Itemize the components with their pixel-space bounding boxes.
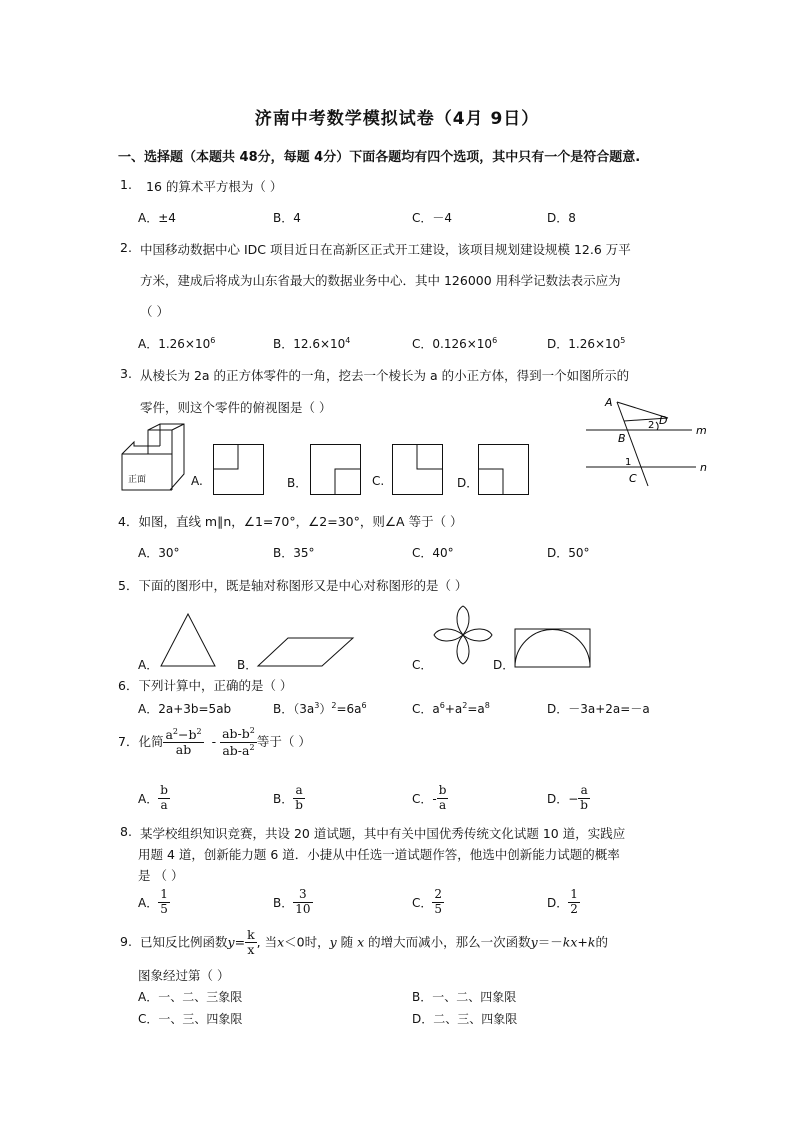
option-d[interactable]: D． [493, 658, 515, 672]
option-c-figure [392, 444, 444, 496]
exponent: 2 [462, 701, 468, 710]
numerator: a [578, 784, 590, 799]
angle-2-label: 2 [648, 420, 655, 431]
option-text: B．（3a [273, 702, 315, 716]
option-a[interactable]: A．一、二、三象限 [138, 990, 243, 1004]
var-k: k [587, 934, 596, 950]
option-b[interactable]: B．4 [273, 211, 301, 225]
option-d[interactable] [547, 784, 590, 813]
option-a[interactable]: A. [191, 474, 203, 488]
exponent: 6 [210, 336, 216, 345]
option-c[interactable] [412, 700, 490, 717]
option-d[interactable]: D．－3a+2a=－a [547, 702, 650, 716]
var-x: x [357, 934, 365, 950]
question-number: 3. [120, 366, 132, 381]
question-text: 随 [336, 934, 358, 950]
option-text: D．1.26×10 [547, 337, 621, 351]
var-y: y [227, 934, 235, 950]
exponent: 6 [492, 336, 498, 345]
question-text: 5．下面的图形中，既是轴对称图形又是中心对称图形的是（ ） [118, 578, 468, 593]
minus-sign: - [211, 733, 217, 749]
option-a[interactable] [138, 784, 170, 813]
numerator: a [293, 784, 305, 799]
option-c[interactable]: C．－4 [412, 211, 453, 225]
option-text: A．1.26×10 [138, 337, 211, 351]
option-d[interactable]: D．50° [547, 546, 590, 560]
equals: ＝－ [537, 934, 563, 950]
denominator: x [247, 942, 255, 958]
denominator: 2 [570, 901, 578, 916]
option-label: C． [412, 895, 433, 910]
option-label: A． [138, 791, 159, 806]
numerator: b [160, 783, 168, 797]
option-b[interactable] [273, 700, 367, 717]
label-n: n [700, 461, 707, 474]
option-d[interactable]: D．二、三、四象限 [412, 1012, 518, 1026]
option-d-figure [478, 444, 530, 496]
option-b[interactable] [273, 784, 305, 813]
denominator: b [295, 797, 303, 812]
option-text: C．0.126×10 [412, 337, 493, 351]
option-c[interactable]: C. [372, 474, 385, 488]
triangle-figure [158, 612, 218, 668]
numerator: ab-b [222, 726, 250, 742]
option-b[interactable] [273, 335, 350, 352]
semicircle-rect-figure [514, 626, 592, 670]
question-number: 1. [120, 177, 132, 192]
option-label: D．− [547, 791, 579, 806]
exponent: 2 [331, 701, 337, 710]
denominator: 5 [434, 901, 443, 916]
denominator: 5 [160, 901, 168, 916]
option-label: B． [273, 895, 294, 910]
numerator: a [165, 726, 173, 742]
question-text: 4．如图，直线 m∥n，∠1=70°，∠2=30°，则∠A 等于（ ） [118, 514, 463, 529]
option-text: B．12.6×10 [273, 337, 346, 351]
option-a[interactable]: A． [138, 658, 159, 672]
option-c[interactable] [412, 335, 497, 352]
question-text-line: 零件，则这个零件的俯视图是（ ） [140, 400, 332, 415]
denominator: ab-a [222, 742, 250, 758]
front-label: 正面 [128, 475, 147, 485]
var-x: x [277, 934, 285, 950]
option-text: =a [467, 702, 485, 716]
question-text: 已知反比例函数 [140, 934, 228, 950]
section-heading: 一、选择题（本题共 48分，每题 4分）下面各题均有四个选项，其中只有一个是符合题意. [118, 150, 641, 165]
option-b[interactable]: B． [287, 476, 308, 490]
numerator: k [247, 927, 255, 942]
label-C: C [629, 472, 637, 485]
question-text: , 当 [256, 934, 278, 950]
var-kx: kx [562, 934, 578, 950]
option-text: =6a [336, 702, 362, 716]
page-title: 济南中考数学模拟试卷（4月 9日） [254, 109, 540, 129]
denominator: ab [175, 742, 192, 758]
var-y: y [530, 934, 538, 950]
question-text-line: 中国移动数据中心 IDC 项目近日在高新区正式开工建设，该项目规划建设规模 12.6 万平 [140, 242, 631, 257]
option-a-figure [213, 444, 265, 496]
exponent: 3 [314, 701, 320, 710]
question-text: 的 [595, 934, 608, 950]
label-D: D [659, 414, 668, 427]
question-number: 9. [120, 934, 132, 949]
option-b[interactable] [273, 888, 313, 917]
question-expression [118, 726, 311, 758]
denominator: a [160, 797, 168, 812]
plus: + [577, 934, 588, 950]
exponent: 8 [484, 701, 490, 710]
option-c[interactable] [412, 784, 448, 813]
numerator: 2 [434, 887, 443, 901]
label-m: m [696, 424, 707, 437]
option-text: C．a [412, 702, 440, 716]
option-a[interactable] [138, 335, 215, 352]
option-a[interactable] [138, 888, 170, 917]
option-c[interactable] [412, 888, 444, 917]
cube-part-figure [118, 422, 188, 494]
exponent: 4 [345, 336, 351, 345]
option-b[interactable]: B．35° [273, 546, 315, 560]
exponent: 2 [249, 726, 255, 735]
parallelogram-figure [256, 636, 356, 668]
question-text-line: 方米，建成后将成为山东省最大的数据业务中心．其中 126000 用科学记数法表示应为 [140, 273, 621, 288]
question-number: 2. [120, 240, 132, 255]
question-text-line: 从棱长为 2a 的正方体零件的一角，挖去一个棱长为 a 的小正方体，得到一个如图所示的 [140, 368, 630, 383]
option-d[interactable]: D．8 [547, 211, 576, 225]
option-a[interactable]: A．2a+3b=5ab [138, 702, 232, 716]
numerator: b [438, 783, 447, 797]
option-c[interactable]: C．一、三、四象限 [138, 1012, 243, 1026]
option-text: ） [319, 702, 332, 716]
fraction [220, 726, 257, 758]
denominator: a [438, 797, 447, 812]
option-b[interactable]: B． [237, 658, 258, 672]
option-d[interactable] [547, 888, 580, 917]
question-text: 6．下列计算中，正确的是（ ） [118, 678, 293, 693]
label-A: A [605, 396, 613, 409]
parallel-lines-figure [584, 392, 714, 488]
question-expression [140, 928, 608, 958]
denominator: b [580, 797, 588, 812]
question-text: 16 的算术平方根为（ ） [146, 179, 283, 194]
four-petal-figure [432, 604, 494, 666]
option-label: B． [273, 791, 294, 806]
question-text-line: 某学校组织知识竞赛，共设 20 道试题，其中有关中国优秀传统文化试题 10 道，实践应 [140, 826, 626, 841]
question-text: 7．化简 [118, 733, 164, 749]
option-c[interactable]: C．40° [412, 546, 454, 560]
numerator: 1 [570, 887, 578, 901]
fraction [163, 727, 203, 758]
label-B: B [618, 432, 626, 445]
option-label: A． [138, 895, 159, 910]
question-text-line: 用题 4 道，创新能力题 6 道．小捷从中任选一道试题作答，他选中创新能力试题的概率 [138, 847, 620, 862]
option-b[interactable]: B．一、二、四象限 [412, 990, 517, 1004]
var-y: y [329, 934, 337, 950]
option-c[interactable]: C． [412, 658, 433, 672]
option-label: D． [547, 895, 569, 910]
exponent: 2 [172, 726, 178, 736]
numerator: −b [178, 726, 197, 742]
angle-1-label: 1 [625, 457, 632, 468]
question-text-line: 图象经过第（ ） [138, 968, 230, 983]
option-a[interactable]: A．30° [138, 546, 180, 560]
equals: = [234, 934, 246, 950]
question-text: ＜0时， [284, 934, 330, 950]
numerator: 1 [160, 887, 168, 901]
option-b-figure [310, 444, 362, 496]
option-label: C．- [412, 791, 437, 806]
numerator: 3 [293, 888, 312, 903]
option-text: +a [444, 702, 463, 716]
exponent: 2 [249, 742, 255, 752]
question-text: 的增大而减小，那么一次函数 [364, 934, 531, 950]
question-text-line: 是 （ ） [138, 868, 184, 883]
question-number: 8. [120, 824, 132, 839]
exponent: 6 [439, 701, 445, 710]
option-d[interactable]: D． [457, 476, 479, 490]
option-a[interactable]: A．±4 [138, 211, 176, 225]
exponent: 2 [196, 726, 202, 736]
option-d[interactable] [547, 335, 625, 352]
exponent: 6 [361, 701, 367, 710]
question-text: 等于（ ） [256, 733, 311, 749]
exponent: 5 [620, 336, 626, 345]
denominator: 10 [295, 901, 311, 916]
question-text-line: （ ） [140, 304, 169, 319]
